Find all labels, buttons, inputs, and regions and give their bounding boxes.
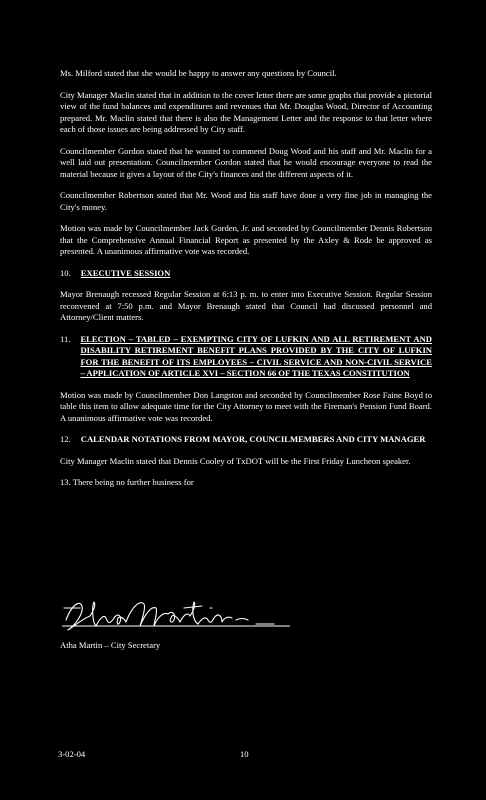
- heading-calendar-notations: [60, 434, 432, 446]
- handwritten-signature: [60, 596, 300, 642]
- page-number: 10: [240, 749, 249, 759]
- heading-number: 11.: [60, 333, 71, 344]
- paragraph-maclin-graphs: City Manager Maclin stated that in addition to the cover letter there are some graphs that provide a pictorial view of the fund balances and expenditures and revenues that Mr. Douglas Wood, Director of Accounting prepared. Mr. Maclin stated that there is also the Management Letter and the response to that letter where each of those issues are being addressed by City staff.: [60, 89, 432, 135]
- signature-name-line: Atha Martin – City Secretary: [60, 640, 161, 650]
- heading-text: ELECTION – TABLED – EXEMPTING CITY OF LUFKIN AND ALL RETIREMENT AND DISABILITY RETIREMENT BENEFIT PLANS PROVIDED BY THE CITY OF LUFKIN FOR THE BENEFIT OF ITS EMPLOYEES – CIVIL SERVICE AND NON-CIVIL SERVICE – APPLICATION OF ARTICLE XVI – SECTION 66 OF THE TEXAS CONSTITUTION: [80, 333, 432, 379]
- paragraph-motion-table: Motion was made by Councilmember Don Langston and seconded by Councilmember Rose Faine Boyd to table this item to allow adequate time for the City Attorney to meet with the Fireman's Pension Fund Board. A unanimous affirmative vote was recorded.: [60, 389, 432, 423]
- paragraph-milford: Ms. Milford stated that she would be happy to answer any questions by Council.: [60, 68, 337, 78]
- heading-executive-session: [60, 268, 432, 280]
- paragraph-executive-session: Mayor Brenaugh recessed Regular Session at 6:13 p. m. to enter into Executive Session. Regular Session reconvened at 7:50 p.m. and Mayor Brenaugh stated that Council had discussed personnel and Attorney/Client matters.: [60, 289, 432, 323]
- paragraph-gordon-commend: Councilmember Gordon stated that he wanted to commend Doug Wood and his staff and Mr. Maclin for a well laid out presentation. Councilmember Gordon stated that he would encourage everyone to read the material because it gives a layout of the City's finances and the different aspects of it.: [60, 145, 432, 179]
- paragraph-motion-financial-report: Motion was made by Councilmember Jack Gorden, Jr. and seconded by Councilmember Dennis Robertson that the Comprehensive Annual Financial Report as presented by the Axley & Rode be approved as presented. A unanimous affirmative vote was recorded.: [60, 223, 432, 257]
- heading-text: CALENDAR NOTATIONS FROM MAYOR, COUNCILMEMBERS AND CITY MANAGER: [80, 434, 426, 445]
- heading-text: EXECUTIVE SESSION: [80, 267, 171, 278]
- minutes-page: [60, 68, 432, 499]
- paragraph-luncheon-speaker: City Manager Maclin stated that Dennis Cooley of TxDOT will be the First Friday Luncheon speaker.: [60, 455, 411, 466]
- heading-number: 12.: [60, 434, 71, 445]
- heading-number: 10.: [60, 267, 71, 278]
- paragraph-robertson: Councilmember Robertson stated that Mr. Wood and his staff have done a very fine job in managing the City's money.: [60, 190, 432, 212]
- heading-election-tabled: [60, 334, 432, 380]
- paragraph-adjourn: 13. There being no further business for: [60, 477, 194, 488]
- footer-date: 3-02-04: [58, 749, 86, 759]
